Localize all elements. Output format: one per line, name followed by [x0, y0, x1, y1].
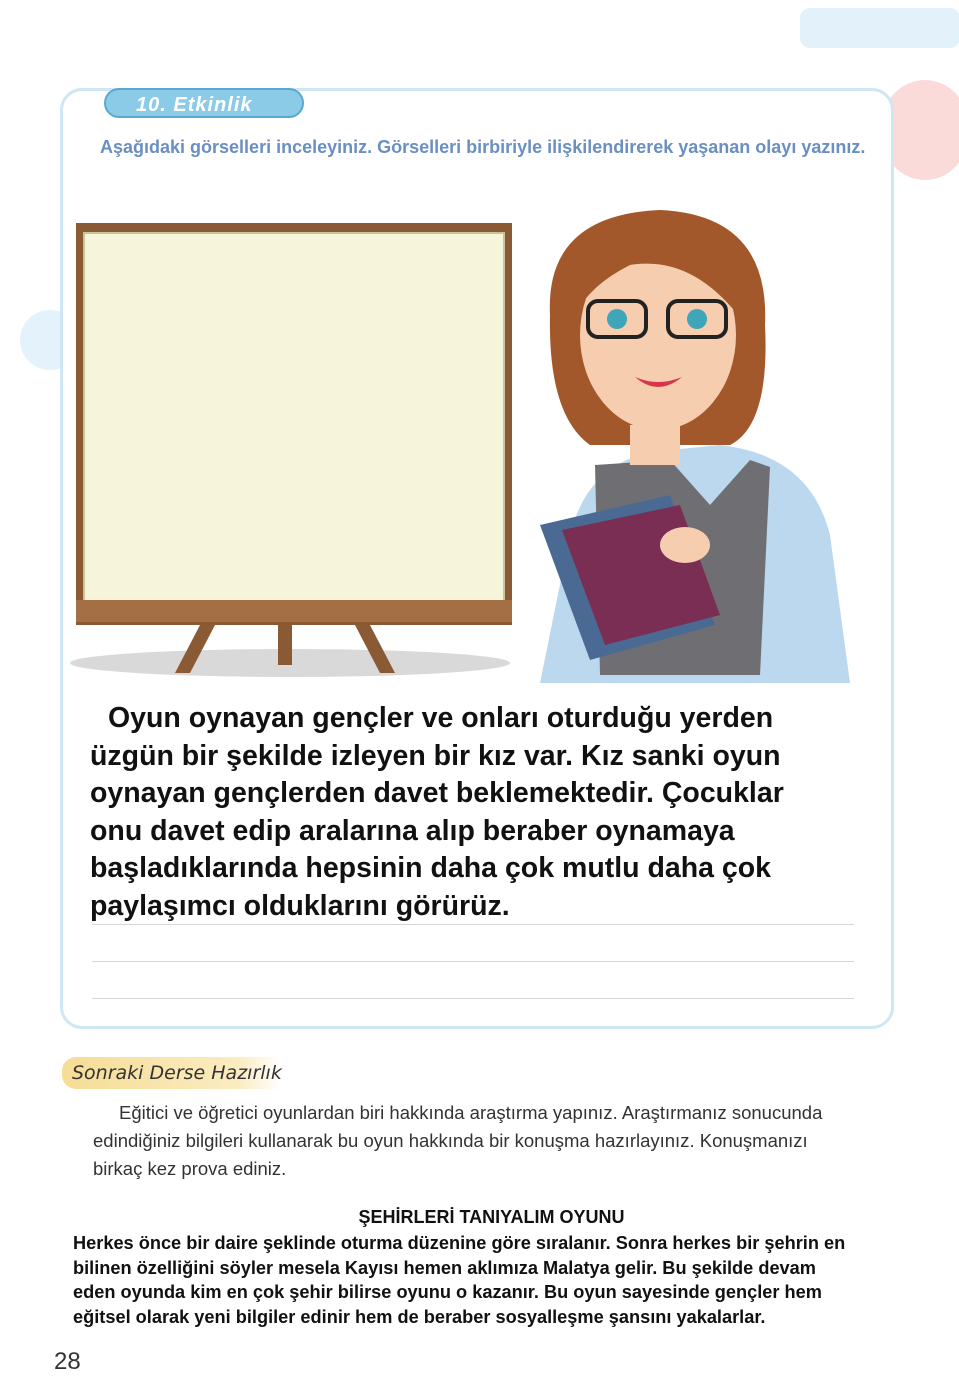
writing-line — [92, 961, 854, 962]
preparation-heading — [62, 1057, 282, 1089]
preparation-line: edindiğiniz bilgileri kullanarak bu oyun hakkında bir konuşma hazırlayınız. Konuşmanızı — [93, 1130, 808, 1151]
preparation-line: birkaç kez prova ediniz. — [93, 1158, 287, 1179]
game-description — [73, 1231, 845, 1329]
answer-line: paylaşımcı olduklarını görürüz. — [90, 889, 510, 922]
game-title: ŞEHİRLERİ TANIYALIM OYUNU — [358, 1207, 625, 1227]
preparation-text — [93, 1099, 893, 1183]
preparation-line: Eğitici ve öğretici oyunlardan biri hakkında araştırma yapınız. Araştırmanız sonucunda — [119, 1102, 823, 1123]
game-line: eden oyunda kim en çok şehir bilirse oyunu o kazanır. Bu oyun sayesinde gençler hem — [73, 1282, 822, 1302]
answer-line: başladıklarında hepsinin daha çok mutlu daha çok — [90, 852, 772, 884]
preparation-heading-text: Sonraki Derse Hazırlık — [72, 1062, 282, 1084]
activity-instruction: Aşağıdaki görselleri inceleyiniz. Görselleri birbiriyle ilişkilendirerek yaşanan olayı yazınız. — [100, 137, 866, 157]
answer-line: Oyun oynayan gençler ve onları oturduğu yerden — [108, 702, 774, 734]
writing-line — [92, 924, 854, 925]
answer-line: üzgün bir şekilde izleyen bir kız var. Kız sanki oyun — [90, 739, 781, 772]
game-line: Herkes önce bir daire şeklinde oturma düzenine göre sıralanır. Sonra herkes bir şehrin en — [73, 1233, 846, 1253]
writing-line — [92, 998, 854, 999]
page-number: 28 — [54, 1348, 81, 1375]
answer-line: onu davet edip aralarına alıp beraber oynamaya — [90, 814, 735, 847]
answer-line: oynayan gençlerden davet beklemektedir. Çocuklar — [90, 777, 784, 809]
game-line: eğitsel olarak yeni bilgiler edinir hem de beraber sosyalleşme şansını yakalarlar. — [73, 1306, 766, 1327]
decor-circle — [800, 8, 959, 48]
answer-text — [90, 700, 870, 925]
teacher-illustration-icon — [515, 205, 880, 683]
easel-board-icon — [76, 223, 512, 673]
activity-badge: 10. Etkinlik — [104, 88, 304, 118]
activity-illustration — [70, 205, 880, 685]
game-line: bilinen özelliğini söyler mesela Kayısı hemen aklımıza Malatya gelir. Bu şekilde devam — [73, 1257, 816, 1278]
